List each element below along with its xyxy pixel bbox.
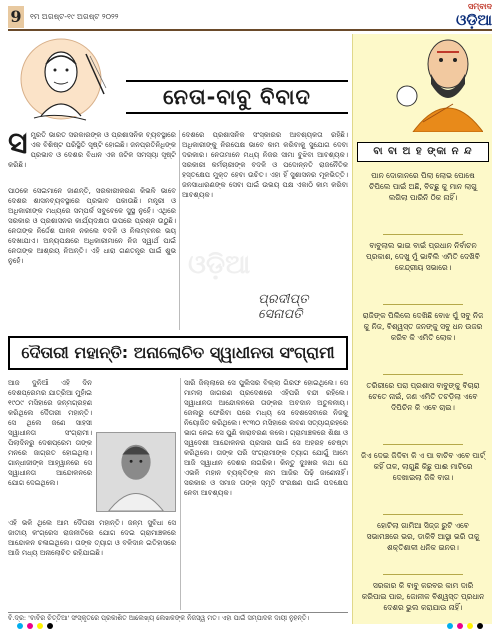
article-left-lower [8, 518, 176, 558]
page-header [8, 2, 492, 30]
editor-signature: ପ୍ରଦୀପ୍ତ ସେନାପତି [258, 292, 309, 322]
sidebar-verse: ସରକାର କି ବାବୁ କରବର କାମ ଦାରି କରିପାଇ ପାର, ଜୋନୀକ ବିଶ୍ୱସ୍ତ ପ୍ରଧାନ ଦେଶର ଭୁଲ କରାଯାଉ ନାହିଁ। [361, 581, 485, 612]
sidebar-verse: ଜିଏ ଦେଇ ଜିଦିବା କି ଏ ପା ବାଚିବ ଏବେ ପାର୍ଟ୍ କହିଁ ତାଳ, ଲାଗୁଛି କିଛୁ ପାଈ ମାଟିରେ ଦେଖାଇଲା ଜିକି ବାଗ। [361, 451, 485, 482]
article-headline: ଦୈତାରୀ ମହାନ୍ତି: ଅନାଲୋଚିତ ସ୍ୱାଧୀନତା ସଂଗ୍ରାମୀ [8, 336, 348, 370]
page-number: 9 [8, 6, 24, 28]
article-left-lower-text: ଏହି ଭଳି ଥିଲେ ଆମ ଦୈତାରୀ ମହାନ୍ତି। ଜନ୍ମ ସୁବିଧା ସେ ଜାତୀୟ କଂଗ୍ରେସ ରାଜନୀତିରେ ଯୋଗ ଦେଇ ଗ୍ରାମାଞ୍ଚଳରେ ଆନ୍ଦୋଳନ ଚଳାଇଥିଲେ। ତାଙ୍କ ତ୍ୟାଗ ଓ ବଳିଦାନ ଇତିହାସରେ ଆଜି ମଧ୍ୟ ଅନାଲୋଚିତ ରହିଯାଇଛି। [8, 519, 176, 557]
editorial-right-column [182, 130, 348, 200]
editorial-left-column [8, 186, 176, 266]
verse-separator [383, 514, 463, 515]
editor-sketch-portrait [16, 34, 111, 124]
verse-separator [383, 574, 463, 575]
article-intro-text: ଆଜ ଦୁନିଆଁ ଏହି ଦିନ ଦେଶପ୍ରେମର ଯାତ୍ରିଆ ମୁହାଁଇ ୧୯୦୯ ମସିହାରେ ଜନ୍ମଗ୍ରହଣ କରିଥିଲେ ଦୈତାରୀ ମହାନ୍ତି। ସେ ଥିଲେ ଜଣେ ସାହସୀ ସ୍ୱାଧୀନତା ସଂଗ୍ରାମୀ। ପିଲାଦିନରୁ ଦେଶପ୍ରେମ ତାଙ୍କ ମନରେ ଜାଗ୍ରତ ହୋଇଥିଲା। ଗାନ୍ଧୀଜୀଙ୍କ ଆହ୍ୱାନରେ ସେ ସ୍ୱାଧୀନତା ଆନ୍ଦୋଳନରେ ଯୋଗ ଦେଇଥିଲେ। [8, 379, 92, 487]
masthead-line-1: ସମ୍ବାଦ [468, 2, 492, 11]
verse-separator [383, 234, 463, 235]
verse-separator [383, 444, 463, 445]
editorial-right-text: ଦେଶରେ ପ୍ରଶାସନିକ ସଂସ୍କାରର ଆବଶ୍ୟକତା ରହିଛି। ଅଧିକାରୀଙ୍କୁ ନିରପେକ୍ଷ ଭାବେ କାମ କରିବାକୁ ସୁଯୋଗ ଦେବା ଦରକାର। ନେତାମାନେ ମଧ୍ୟ ନିଜର ସୀମା ବୁଝିବା ଆବଶ୍ୟକ। ସରକାରୀ କର୍ମଚାରୀଙ୍କ ବଦଳି ଓ ପଦୋନ୍ନତି ରାଜନୈତିକ ହସ୍ତକ୍ଷେପ ମୁକ୍ତ ହେବା ଉଚିତ। ଏହା ହିଁ ସୁଶାସନର ମୂଳଭିତ୍ତି। ଜନସାଧାରଣଙ୍କ ସେବା ପାଇଁ ଉଭୟ ପକ୍ଷ ଏକାଠି କାମ କରିବା ଆବଶ୍ୟକ। [182, 131, 348, 199]
column-divider [179, 130, 180, 330]
satire-sidebar [352, 34, 492, 624]
sidebar-verse: ରାଜିଙ୍କ ପିଲିଲେ ଦେଖିଛି ବୋଝ ପୁଁ ସବୁ ନିଜ କୁ ନିଜ, ବିଶ୍ୱସ୍ତ ଜନଙ୍କୁ ସବୁ ଧନ ଉଜର କରିବ କି ଏମିତି ଲୋକ। [362, 311, 484, 342]
header-divider [8, 29, 492, 31]
sidebar-verse: ହୋଟିଲା ଗାମିଆ ସିଜ୍ଜ ରୁଟି ଏବେ ସଭାମଞ୍ଚରେ ଭର, ଡାକିବି ଆସ୍ଥା ଭରି ତାକୁ ଶକ୍ତିଶାଳୀ ଧନିକ ଇନର। [366, 521, 480, 552]
sidebar-verse: ତରିରୀରେ ପରା ପ୍ରଶାସ ବାବୁଙ୍କୁ ବିଚାରା ଚେତେ ନାଇଁ, ଜଣ ଏମିତି ତଚଡ଼ିଲା ଏବେ ଦିପିଚିନ କି ଏବେ ଚାଇ। [366, 381, 480, 412]
editorial-intro [8, 126, 176, 170]
editorial-left-text: ପାଠକେ ସେଇମାନେ ଜାଣନ୍ତି, ସରକାରୀକରଣ କିଭଳି ଭାବେ ଦେଶର ଶାସନବ୍ୟବସ୍ଥାରେ ପ୍ରଭାବ ପକାଉଛି। ମନ୍ତ୍ରୀ ଓ ଅଧିକାରୀଙ୍କ ମଧ୍ୟରେ ସମ୍ପର୍କ ସବୁବେଳେ ସୁସ୍ଥ ନୁହେଁ। ଏଥିରେ ସରକାର ଓ ପ୍ରଶାସନର କାର୍ଯ୍ୟଦକ୍ଷତା ଉପରେ ପ୍ରଶ୍ନ ଉଠୁଛି। ନେତାଙ୍କ ନିର୍ଦ୍ଦେଶ ପାଳନ ନକଲେ ବଦଳି ଓ ନିଲମ୍ବନର ଭୟ ଦେଖାଯାଏ। ଅନ୍ୟପକ୍ଷରେ ଅଧିକାରୀମାନେ ନିଜ ସ୍ୱାର୍ଥ ପାଇଁ ନେତାଙ୍କ ଆଶ୍ରୟ ନିଅନ୍ତି। ଏହି ଧାରା ଗଣତନ୍ତ୍ର ପାଇଁ ଶୁଭ ନୁହେଁ। [8, 187, 176, 265]
sidebar-verse: ବାବୁଲାଲ ଭାଇ ବାଇଁ ପ୍ରଧାନ ନିର୍ବାଚନ ପ୍ରକାଶ, ଦେଖୁ ମୁଁ ଭାବିଲି ଏମିତି ଦେଖିବି କେନ୍ଦ୍ରୀୟ ସଭାରେ। [366, 241, 480, 272]
masthead-logo [456, 2, 492, 29]
article-column-divider [180, 378, 181, 610]
drop-cap: ସ [8, 126, 28, 161]
watermark-logo: ଓଡ଼ିଆ [188, 250, 251, 280]
article-right-column [184, 378, 348, 498]
issue-date: ୧ମ ଅଗଷ୍ଟ-୧୯ ଅଗଷ୍ଟ ୨୦୨୨ [30, 12, 119, 21]
disclaimer-footer: ବି.ଦ୍ର: 'ବାବିର ଚିତ୍ତିଆ' ସଂସ୍କୃତରେ ପ୍ରକାଶିତ ଆଲେଖ୍ୟ ଲେଖକଙ୍କ ନିଜସ୍ୱ ମତ। ଏହା ପାଇଁ ସମ୍ପାଦକ ଦାୟୀ ନୁହନ୍ତି। [8, 612, 348, 623]
masthead-line-2: ଓଡ଼ିଆ [456, 11, 492, 29]
freedom-fighter-photo [96, 432, 176, 512]
sidebar-verse: ପାନ ଦୋକାନରେ ପିଲା ଲୋଭ ପୋଷେ ଚିପିଲେ ପାଇଁ ଅଛି, ବିଚ୍ଛୁ କୁ ମାନ ଲାଗୁ ଲଗିଲା ପାରିନି ଠିକ ନାହିଁ। [369, 171, 477, 202]
editorial-section [8, 34, 348, 330]
sidebar-title: ବା ବା ଅ ହ ଙ୍କା ନ ନ୍ଦ [357, 142, 489, 162]
article-right-text: ସାରି ଜିଲ୍ଲାରେ ସେ ପୁଲିସର ବିଲ୍ଲା ଗିରଫ ହୋଇଥିଲେ। ସେ ମାମଲା ଜାଗରଣ ପ୍ରଦେଶରେ ଏହିପରି ବନ୍ଦୀ ରହିଲେ। ସ୍ୱାଧୀନତା ଆନ୍ଦୋଳନରେ ତାଙ୍କର ଅବଦାନ ଅତୁଳନୀୟ। ଜେଲରୁ ଫେରିବା ପରେ ମଧ୍ୟ ସେ ଦେଶସେବାରେ ନିଜକୁ ନିୟୋଜିତ କରିଥିଲେ। ୧୯୩୦ ମସିହାରେ ଲବଣ ସତ୍ୟାଗ୍ରହରେ ଭାଗ ନେଇ ସେ ପୁଣି କାରାବରଣ କଲେ। ଗ୍ରାମାଞ୍ଚଳରେ ଶିକ୍ଷା ଓ ସ୍ୱଦେଶୀ ଆନ୍ଦୋଳନର ପ୍ରସାର ପାଇଁ ସେ ଅହରହ ଚେଷ୍ଟା କରିଥିଲେ। ତାଙ୍କ ପରି ସଂଗ୍ରାମୀଙ୍କ ତ୍ୟାଗ ଯୋଗୁଁ ଆମେ ଆଜି ସ୍ୱାଧୀନ ଦେଶର ନାଗରିକ। କିନ୍ତୁ ଦୁଃଖର କଥା ଯେ ଏଭଳି ମହାନ ବ୍ୟକ୍ତିଙ୍କ ନାମ ଆଜିର ପିଢ଼ି ଜାଣେନାହିଁ। ସରକାର ଓ ସମାଜ ତାଙ୍କ ସ୍ମୃତି ସଂରକ୍ଷଣ ପାଇଁ ପଦକ୍ଷେପ ନେବା ଆବଶ୍ୟକ। [184, 379, 348, 497]
editorial-title: ନେତା-ବାବୁ ବିବାଦ [126, 80, 348, 114]
editorial-first-paragraph: ମ୍ପ୍ରତି ଭାରତ ସରକାରଙ୍କ ଓ ପ୍ରଶାସନିକ ବ୍ୟବସ୍ଥାରେ ଏକ ବିଶିଷ୍ଟ ପରିସ୍ଥିତି ସୃଷ୍ଟି ହୋଇଛି। ଜନପ୍ରତିନିଧିଙ୍କ ପ୍ରଭାବ ଓ ଦେଶର ବିଧାନ ଏକ ଜଟିଳ ସମସ୍ୟା ସୃଷ୍ଟି କରିଛି। [8, 131, 176, 169]
baba-caricature [393, 34, 483, 132]
verse-separator [383, 304, 463, 305]
verse-separator [383, 374, 463, 375]
print-registration-bar [0, 622, 500, 630]
